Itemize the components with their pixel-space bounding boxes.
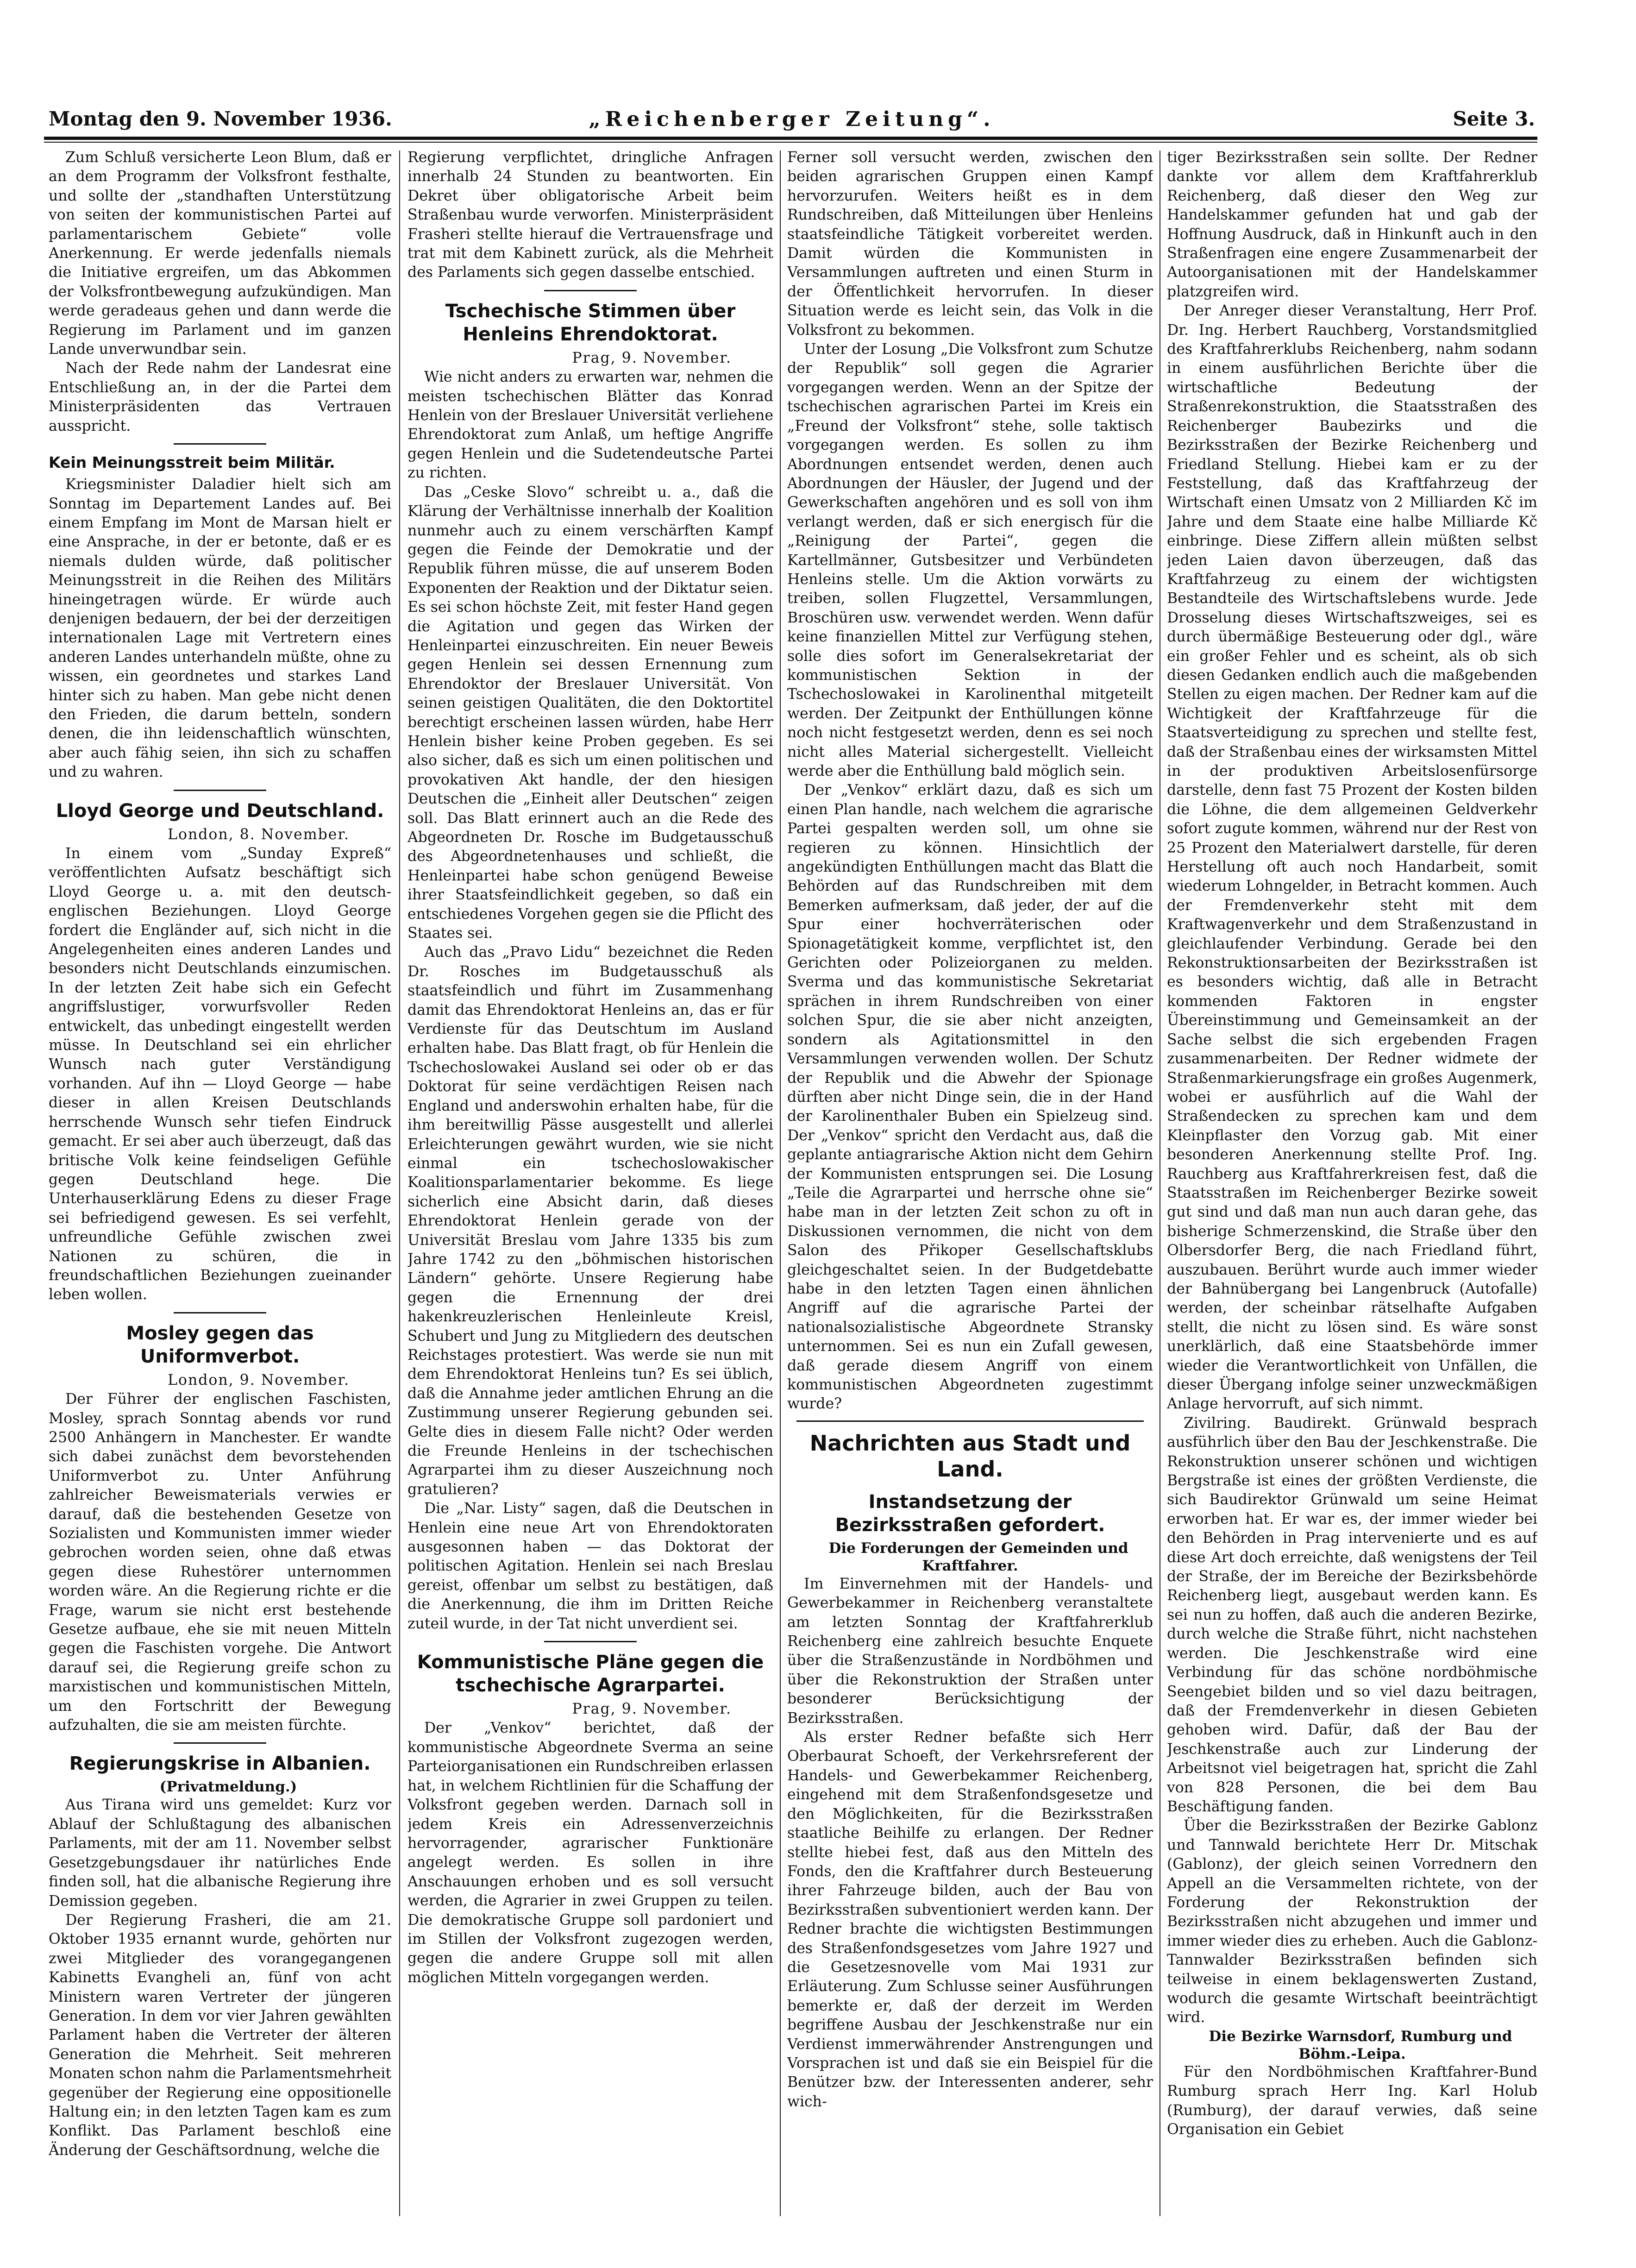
article-heading: Mosley gegen das Uniformverbot.: [126, 1322, 314, 1367]
article-heading: Instandsetzung der Bezirksstraßen gefordert.: [835, 1491, 1105, 1536]
article-paragraph: Wie nicht anders zu erwarten war, nehmen die meisten tschechischen Blätter das Konrad Henlein von der Breslauer Universität verliehene Ehrendoktorat zum Anlaß, um heftige Angriffe gegen Henlein und die Sudetendeutsche Partei zu richten.: [407, 369, 773, 482]
article-paragraph: Über die Bezirksstraßen der Bezirke Gablonz und Tannwald berichtete Herr Dr. Mitschak (Gablonz), der gleich seinen Vorrednern den Appell an die Versammelten richtete, von der Forderung der Rekonstruktion der Bezirksstraßen nicht abzugehen und immer und immer wieder dies zu erheben. Auch die Gablonz-Tannwalder Bezirksstraßen befinden sich teilweise in einem beklagenswerten Zustand, wodurch die gesamte Wirtschaft beeinträchtigt wird.: [1167, 1817, 1537, 2026]
dateline: Prag, 9. November.: [572, 1701, 732, 1718]
divider: [174, 443, 266, 445]
dateline: London, 9. November.: [168, 1371, 350, 1388]
article-heading: Kein Meinungsstreit beim Militär.: [49, 453, 335, 472]
dateline: London, 8. November.: [168, 826, 350, 843]
article-heading: Regierungskrise in Albanien.: [69, 1753, 371, 1775]
column-divider: [780, 151, 781, 2216]
column-divider: [399, 151, 400, 2216]
divider: [174, 1312, 266, 1313]
article-heading: Lloyd George und Deutschland.: [56, 800, 384, 822]
column-4: [1167, 148, 1537, 2223]
article-paragraph: Das „Ceske Slovo“ schreibt u. a., daß die Klärung der Verhältnisse innerhalb der Koalition nunmehr auch zu einem verschärften Kampf gegen die Feinde der Demokratie und der Republik führen müsse, die auf unserem Boden Exponenten der Reaktion und der Diktatur seien. Es sei schon höchste Zeit, mit fester Hand gegen die Agitation und gegen das Wirken der Henleinpartei einzuschreiten. Ein neuer Beweis gegen Henlein sei dessen Ernennung zum Ehrendoktor der Breslauer Universität. Von seinen geistigen Qualitäten, die den Doktortitel berechtigt erscheinen lassen würden, habe Herr Henlein bisher keine Proben gegeben. Es sei also sicher, daß es sich um einen politischen und provokativen Akt handle, der den hiesigen Deutschen die „Einheit aller Deutschen“ zeigen soll. Das Blatt erinnert auch an die Rede des Abgeordneten Dr. Rosche im Budgetausschuß des Abgeordnetenhauses und schließt, die Henleinpartei habe schon genügend Beweise ihrer Staatsfeindlichkeit gegeben, so daß ein entschiedenes Vorgehen gegen sie die Pflicht des Staates sei.: [407, 484, 773, 942]
article-paragraph: Auch das „Pravo Lidu“ bezeichnet die Reden Dr. Rosches im Budgetausschuß als staatsfeindlich und führt im Zusammenhang damit das Ehrendoktorat Henleins an, das er für Verdienste für das Deutschtum im Ausland erhalten habe. Das Blatt fragt, ob für Henlein die Tschechoslowakei Ausland sei oder ob er das Doktorat für seine verdächtigen Reisen nach England und anderswohin erhalten habe, für die ihm bereitwillig Pässe ausgestellt und allerlei Erleichterungen gewährt wurden, wie sie nicht einmal ein tschechoslowakischer Koalitionsparlamentarier bekomme. Es liege sicherlich eine Absicht darin, daß dieses Ehrendoktorat Henlein gerade von der Universität Breslau vom Jahre 1335 bis zum Jahre 1742 zu den „böhmischen historischen Ländern“ gehörte. Unsere Regierung habe gegen die Ernennung der drei hakenkreuzlerischen Henleinleute Kreisl, Schubert und Jung zu Mitgliedern des deutschen Reichstages protestiert. Was werde sie nun mit dem Ehrendoktorat Henleins tun? Es sei üblich, daß die Annahme jeder amtlichen Ehrung an die Zustimmung unserer Regierung gebunden sei. Gelte dies in diesem Falle nicht? Oder werden die Freunde Henleins in der tschechischen Agrarpartei ihm zu dieser Auszeichnung noch gratulieren?: [407, 944, 773, 1498]
section-heading: Nachrichten aus Stadt und Land.: [809, 1430, 1131, 1482]
article-paragraph: Der Führer der englischen Faschisten, Mosley, sprach Sonntag abends vor rund 2500 Anhängern in Manchester. Er wandte sich dabei zunächst dem bevorstehenden Uniformverbot zu. Unter Anführung zahlreicher Beweismaterials verwies er darauf, daß die bestehenden Gesetze von Sozialisten und Kommunisten immer wieder gebrochen worden seien, ohne daß etwas gegen diese Ruhestörer unternommen worden wäre. An die Regierung richte er die Frage, warum sie nicht erst bestehende Gesetze aufbaue, ehe sie mit neuen Mitteln gegen die Faschisten vorgehe. Die Antwort darauf sei, die Regierung greife schon zu marxistischen und kommunistischen Mitteln, um den Fortschritt der Bewegung aufzuhalten, die sie am meisten fürchte.: [49, 1391, 391, 1734]
article-paragraph: Im Einvernehmen mit der Handels- und Gewerbekammer in Reichenberg veranstaltete am letzten Sonntag der Kraftfahrerklub Reichenberg eine zahlreich besuchte Enquete über die Straßenzustände in Nordböhmen und über die Rekonstruktion der Straßen unter besonderer Berücksichtigung der Bezirksstraßen.: [787, 1575, 1153, 1727]
page-header: [49, 107, 1535, 140]
article-paragraph: Kriegsminister Daladier hielt sich am Sonntag im Departement Landes auf. Bei einem Empfang im Mont de Marsan hielt er eine Ansprache, in der er betonte, daß er es niemals dulden würde, daß politischer Meinungsstreit in die Reihen des Militärs hineingetragen würde. Er würde auch denjenigen bedauern, der bei der derzeitigen internationalen Lage mit Vertretern eines anderen Landes unterhandeln müßte, ohne zu wissen, ein geordnetes und starkes Land hinter sich zu haben. Man gebe nicht denen den Frieden, die darum betteln, sondern denen, die ihn leidenschaftlich wünschten, aber auch fähig seien, ihn sich zu schaffen und zu wahren.: [49, 476, 391, 781]
article-heading: Kommunistische Pläne gegen die tschechische Agrarpartei.: [417, 1652, 764, 1696]
article-paragraph: tiger Bezirksstraßen sein sollte. Der Redner dankte vor allem dem Kraftfahrerklub Reichenberg, daß dieser den Weg zur Handelskammer gefunden hat und gab der Hoffnung Ausdruck, daß in Hinkunft auch in den Straßenfragen eine engere Zusammenarbeit der Autoorganisationen mit der Handelskammer platzgreifen wird.: [1167, 149, 1537, 300]
article-paragraph: Regierung verpflichtet, dringliche Anfragen innerhalb 24 Stunden zu beantworten. Ein Dekret über obligatorische Arbeit beim Straßenbau wurde verworfen. Ministerpräsident Frasheri stellte hierauf die Vertrauensfrage und trat mit dem Kabinett zurück, als die Mehrheit des Parlaments sich gegen dasselbe entschied.: [407, 149, 773, 281]
newspaper-title: „Reichenberger Zeitung“.: [589, 107, 995, 131]
article-subheading: (Privatmeldung.): [159, 1778, 297, 1796]
article-paragraph: Zum Schluß versicherte Leon Blum, daß er an dem Programm der Volksfront festhalte, und sollte der „standhaften Unterstützung von seiten der kommunistischen Partei auf parlamentarischem Gebiete“ volle Anerkennung. Er werde jedenfalls niemals die Initiative ergreifen, um das Abkommen der Volksfrontbewegung aufzukündigen. Man werde geradeaus gehen und dann werde die Regierung im Parlament und im ganzen Lande unverwundbar sein.: [49, 149, 391, 358]
article-paragraph: Der Regierung Frasheri, die am 21. Oktober 1935 ernannt wurde, gehörten nur zwei Mitglieder des vorangegangenen Kabinetts Evangheli an, fünf von acht Ministern waren Vertreter der jüngeren Generation. In dem vor vier Jahren gewählten Parlament haben die Vertreter der älteren Generation die Mehrheit. Seit mehreren Monaten schon nahm die Parlamentsmehrheit gegenüber der Regierung eine oppositionelle Haltung ein; in den letzten Tagen kam es zum Konflikt. Das Parlament beschloß eine Änderung der Geschäftsordnung, welche die: [49, 1911, 391, 2159]
column-3: [787, 148, 1153, 2223]
header-rule-thin: [44, 142, 1537, 143]
dateline: Prag, 9. November.: [572, 349, 732, 366]
column-1: [49, 148, 391, 2223]
article-subheading: Die Bezirke Warnsdorf, Rumburg und Böhm.-Leipa.: [1209, 2028, 1512, 2062]
article-paragraph: Der Anreger dieser Veranstaltung, Herr Prof. Dr. Ing. Herbert Rauchberg, Vorstandsmitglied des Kraftfahrerklubs Reichenberg, nahm sodann in einem ausführlichen Berichte über die wirtschaftliche Bedeutung der Straßenrekonstruktion, die Staatsstraßen des Reichenberger Baubezirks und die Bezirksstraßen der Bezirke Reichenberg und Friedland Stellung. Hiebei kam er zu der Feststellung, daß das Kraftfahrzeug der Wirtschaft einen Umsatz von 2 Milliarden Kč im Jahre und dem Staate eine halbe Milliarde Kč einbringe. Diese Ziffern allein müßten selbst jeden Laien davon überzeugen, daß das Kraftfahrzeug zu einem der wichtigsten Bestandteile des Wirtschaftslebens wurde. Jede Drosselung dieses Wirtschaftszweiges, sei es durch übermäßige Besteuerung oder dgl., wäre ein großer Fehler und es scheint, als ob sich diesen Gedanken endlich auch die maßgebenden Stellen zu eigen machen. Der Redner kam auf die Wichtigkeit der Kraftfahrzeuge für die Staatsverteidigung zu sprechen und stellte fest, daß der Straßenbau eines der wirksamsten Mittel in der produktiven Arbeitslosenfürsorge darstelle, denn fast 75 Prozent der Kosten bilden die Löhne, die dem allgemeinen Geldverkehr sofort zugute kommen, während nur der Rest von 25 Prozent den Materialwert darstelle, für deren Herstellung oft auch noch Handarbeit, somit wiederum Lohngelder, in Betracht kommen. Auch der Fremdenverkehr steht mit dem Kraftwagenverkehr und dem Straßenzustand in gleichlaufender Verbindung. Gerade bei den Rekonstruktionsarbeiten der Bezirksstraßen ist es besonders wichtig, daß alle in Betracht kommenden Faktoren in engster Übereinstimmung und Gemeinsamkeit an der Sache selbst die sich ergebenden Fragen zusammenarbeiten. Der Redner widmete der Straßenmarkierungsfrage ein großes Augenmerk, wobei er ausführlich auf die Wahl der Straßendecken zu sprechen kam und dem Kleinpflaster den Vorzug gab. Mit einer besonderen Anerkennung stellte Prof. Ing. Rauchberg aus Kraftfahrerkreisen fest, daß die Staatsstraßen im Reichenberger Bezirke soweit gut sind und daß man nun auch daran gehe, das bisherige Schmerzenskind, die Straße über den Olbersdorfer Berg, die nach Friedland führt, auszubauen. Berührt wurde auch immer wieder der Bahnübergang bei Langenbruck (Autofalle) werden, der scheinbar rätselhafte Aufgaben stellt, die nicht zu lösen sind. Es wäre sonst unerklärlich, daß eine Staatsbehörde immer wieder die Verantwortlichkeit von Unfällen, die dieser Übergang infolge seiner unzweckmäßigen Anlage hervorruft, auf sich nimmt.: [1167, 302, 1537, 1413]
article-paragraph: Nach der Rede nahm der Landesrat eine Entschließung an, in der die Partei dem Ministerpräsidenten das Vertrauen ausspricht.: [49, 360, 391, 434]
article-subheading: Die Forderungen der Gemeinden und Kraftfahrer.: [828, 1539, 1128, 1574]
article-paragraph: In einem vom „Sunday Expreß“ veröffentlichten Aufsatz beschäftigt sich Lloyd George u. a. mit den deutsch-englischen Beziehungen. Lloyd George fordert die Engländer auf, sich nicht in die Angelegenheiten eines anderen Landes und besonders nicht Deutschlands einzumischen. In der letzten Zeit habe sich ein Gefecht angriffslustiger, vorwurfsvoller Reden entwickelt, das unbedingt eingestellt werden müsse. In Deutschland sei ein ehrlicher Wunsch nach guter Verständigung vorhanden. Auf ihn — Lloyd George — habe dieser in allen Kreisen Deutschlands herrschende Wunsch sehr tiefen Eindruck gemacht. Er sei aber auch überzeugt, daß das britische Volk keine feindseligen Gefühle gegen Deutschland hege. Die Unterhauserklärung Edens zu dieser Frage sei befriedigend gewesen. Es sei verfehlt, unfreundliche Gefühle zwischen zwei Nationen zu schüren, die in freundschaftlichen Beziehungen zueinander leben wollen.: [49, 845, 391, 1303]
article-paragraph: Der „Venkov“ erklärt dazu, daß es sich um einen Plan handle, nach welchem die agrarische Partei gespalten werden soll, um ohne sie regieren zu können. Hinsichtlich der angekündigten Enthüllungen macht das Blatt die Behörden auf das Rundschreiben mit dem Bemerken aufmerksam, daß jeder, der auf die Spur einer hochverräterischen oder Spionagetätigkeit komme, verpflichtet ist, den Gerichten oder Polizeiorganen zu melden. Sverma und das kommunistische Sekretariat sprächen in ihrem Rundschreiben von einer solchen Spur, die sie aber nicht anzeigten, sondern als Agitationsmittel in den Versammlungen verwenden wollen. Der Schutz der Republik und die Abwehr der Spionage dürften aber nicht Dinge sein, die in der Hand der Karolinenthaler Buben ein Spielzeug sind. Der „Venkov“ spricht den Verdacht aus, daß die geplante antiagrarische Aktion nicht dem Gehirn der Kommunisten entsprungen sei. Die Losung „Teile die Agrarpartei und herrsche ohne sie“ habe man in der letzten Zeit schon zu oft in Diskussionen vernommen, die nicht von dem Salon des Přikoper Gesellschaftsklubs gleichgeschaltet seien. In der Budgetdebatte habe in den letzten Tagen einen ähnlichen Angriff auf die agrarische Partei der nationalsozialistische Abgeordnete Stransky unternommen. Sei es nun ein Zufall gewesen, daß gerade diesem Angriff von einem kommunistischen Abgeordneten zugestimmt wurde?: [787, 782, 1153, 1413]
article-paragraph: Unter der Losung „Die Volksfront zum Schutze der Republik“ soll gegen die Agrarier vorgegangen werden. Wenn an der Spitze der tschechischen agrarischen Partei im Kreis ein „Freund der Volksfront“ stehe, solle taktisch vorgegangen werden. Es sollen zu ihm Abordnungen entsendet werden, denen auch Abordnungen der Häusler, der Jugend und der Gewerkschaften angehören und es soll von ihm verlangt werden, daß er sich energisch für die „Reinigung der Partei“, gegen die Kartellmänner, Gutsbesitzer und Verbündeten Henleins stelle. Um die Aktion vorwärts zu treiben, sollen Flugzettel, Versammlungen, Broschüren usw. verwendet werden. Wenn dafür keine finanziellen Mittel zur Verfügung stehen, solle dies sofort im Generalsekretariat der kommunistischen Sektion in der Tschechoslowakei in Karolinenthal mitgeteilt werden. Der Zeitpunkt der Enthüllungen könne noch nicht festgesetzt werden, denn es sei noch nicht alles Material sichergestellt. Vielleicht werde aber die Enthüllung bald möglich sein.: [787, 341, 1153, 779]
divider: [544, 290, 637, 291]
divider: [174, 1742, 266, 1744]
header-date: Montag den 9. November 1936.: [49, 107, 392, 130]
article-paragraph: Als erster Redner befaßte sich Herr Oberbaurat Schoeft, der Verkehrsreferent der Handels- und Gewerbekammer Reichenberg, eingehend mit dem Straßenfondsgesetze und den Möglichkeiten, für die Bezirksstraßen staatliche Beihilfe zu erlangen. Der Redner stellte hiebei fest, daß aus den Mitteln des Fonds, den die Kraftfahrer durch Besteuerung ihrer Fahrzeuge bilden, auch der Bau von Bezirksstraßen subventioniert werden kann. Der Redner brachte die wichtigsten Bestimmungen des Straßenfondsgesetzes vom Jahre 1927 und die Gesetzesnovelle vom Mai 1931 zur Erläuterung. Zum Schlusse seiner Ausführungen bemerkte er, daß der derzeit im Werden begriffene Ausbau der Jeschkenstraße nur ein Verdienst immerwährender Anstrengungen und Vorsprachen ist und daß sie ein Beispiel für die Benützer bzw. der Interessenten anderer, sehr wich-: [787, 1729, 1153, 2110]
article-paragraph: Aus Tirana wird uns gemeldet: Kurz vor Ablauf der Schlußtagung des albanischen Parlaments, mit der am 11. November selbst Gesetzgebungsdauer ihr natürliches Ende finden soll, hat die albanische Regierung ihre Demission gegeben.: [49, 1797, 391, 1910]
article-heading: Tschechische Stimmen über Henleins Ehrendoktorat.: [445, 300, 736, 345]
section-divider: [796, 1420, 1144, 1422]
article-paragraph: Die „Nar. Listy“ sagen, daß die Deutschen in Henlein eine neue Art von Ehrendoktoraten ausgesonnen haben — das Doktorat der politischen Agitation. Henlein sei nach Breslau gereist, offenbar um selbst zu bestätigen, daß die Anerkennung, die ihm im Dritten Reiche zuteil wurde, in der Tat nicht unverdient sei.: [407, 1500, 773, 1632]
article-paragraph: Zivilring. Baudirekt. Grünwald besprach ausführlich über den Bau der Jeschkenstraße. Die Rekonstruktion unserer schönen und wichtigen Bergstraße ist eines der größten Verdienste, die sich Baudirektor Grünwald um seine Heimat erworben hat. Er war es, der immer wieder bei den Behörden in Prag intervenierte und es auf diese Art doch erreichte, daß wenigstens der Teil der Straße, der im Bereiche der Bezirksbehörde Reichenberg liegt, ausgebaut werden kann. Es sei nun zu hoffen, daß auch die anderen Bezirke, durch welche die Straße führt, nicht nachstehen werden. Die Jeschkenstraße wird eine Verbindung für das schöne nordböhmische Seengebiet bilden und so viel dazu beitragen, daß der Fremdenverkehr in diesen Gebieten gehoben wird. Dafür, daß der Bau der Jeschkenstraße auch zur Linderung der Arbeitsnot viel beigetragen hat, spricht die Zahl von 828 Personen, die bei dem Bau Beschäftigung fanden.: [1167, 1414, 1537, 1815]
header-rule: [44, 137, 1537, 140]
divider: [544, 1641, 637, 1642]
page-number: Seite 3.: [1453, 107, 1535, 130]
divider: [174, 790, 266, 791]
column-2: [407, 148, 773, 2223]
article-paragraph: Für den Nordböhmischen Kraftfahrer-Bund Rumburg sprach Herr Ing. Karl Holub (Rumburg), der darauf verwies, daß seine Organisation ein Gebiet: [1167, 2063, 1537, 2138]
article-paragraph: Ferner soll versucht werden, zwischen den beiden agrarischen Gruppen einen Kampf hervorzurufen. Weiters heißt es in dem Rundschreiben, daß Mitteilungen über Henleins staatsfeindliche Tätigkeit vorbereitet werden. Damit würden die Kommunisten in Versammlungen auftreten und einen Sturm in der Öffentlichkeit hervorrufen. In dieser Situation werde es leicht sein, das Volk in die Volksfront zu bekommen.: [787, 149, 1153, 339]
article-paragraph: Der „Venkov“ berichtet, daß der kommunistische Abgeordnete Sverma an seine Parteiorganisationen ein Rundschreiben erlassen hat, in welchem Richtlinien für die Schaffung der Volksfront gegeben werden. Darnach soll in jedem Kreis ein Adressenverzeichnis hervorragender, agrarischer Funktionäre angelegt werden. Es sollen in ihre Anschauungen erhoben und es soll versucht werden, die Agrarier in zwei Gruppen zu teilen. Die demokratische Gruppe soll pardoniert und im Stillen der Volksfront zugezogen werden, gegen die andere Gruppe soll mit allen möglichen Mitteln vorgegangen werden.: [407, 1720, 773, 1986]
